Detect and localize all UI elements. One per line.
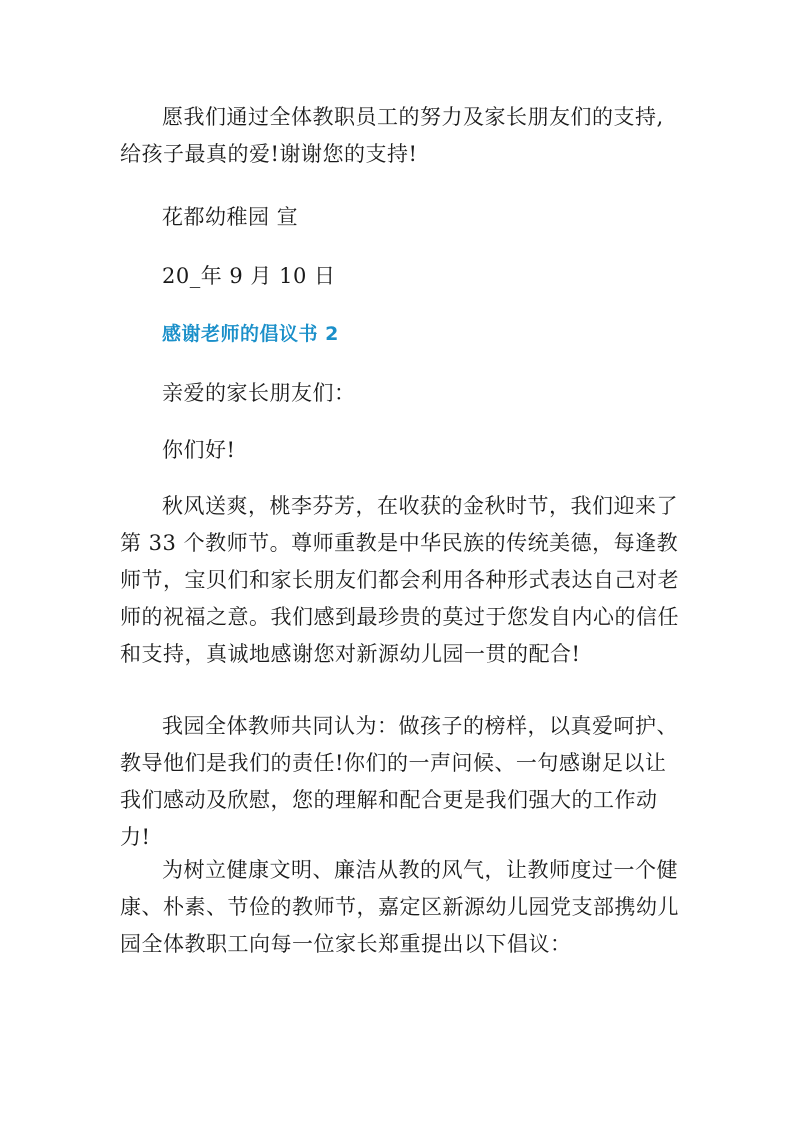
salutation-line: 亲爱的家长朋友们： (162, 381, 356, 405)
body-paragraph-teachers-day: 秋风送爽，桃李芬芳，在收获的金秋时节，我们迎来了第 33 个教师节。尊师重教是中华民族的传统美德，每逢教师节，宝贝们和家长朋友们都会利用各种形式表达自己对老师的祝福之意。我们感到最珍贵的莫过于您发自内心的信任和支持，真诚地感谢您对新源幼儿园一贯的配合! (120, 494, 679, 666)
body-paragraph-proposal-intro: 为树立健康文明、廉洁从教的风气，让教师度过一个健康、朴素、节俭的教师节，嘉定区新源幼儿园党支部携幼儿园全体教职工向每一位家长郑重提出以下倡议： (120, 858, 679, 956)
section-heading: 感谢老师的倡议书 2 (162, 323, 339, 345)
signature-line: 花都幼稚园 宣 (162, 205, 299, 229)
date-line: 20_年 9 月 10 日 (162, 264, 336, 288)
closing-paragraph: 愿我们通过全体教职员工的努力及家长朋友们的支持,给孩子最真的爱!谢谢您的支持! (120, 105, 664, 166)
body-paragraph-teachers-belief: 我园全体教师共同认为：做孩子的榜样，以真爱呵护、教导他们是我们的责任!你们的一声问候、一句感谢足以让我们感动及欣慰，您的理解和配合更是我们强大的工作动力! (120, 714, 678, 849)
greeting-line: 你们好! (162, 438, 236, 462)
